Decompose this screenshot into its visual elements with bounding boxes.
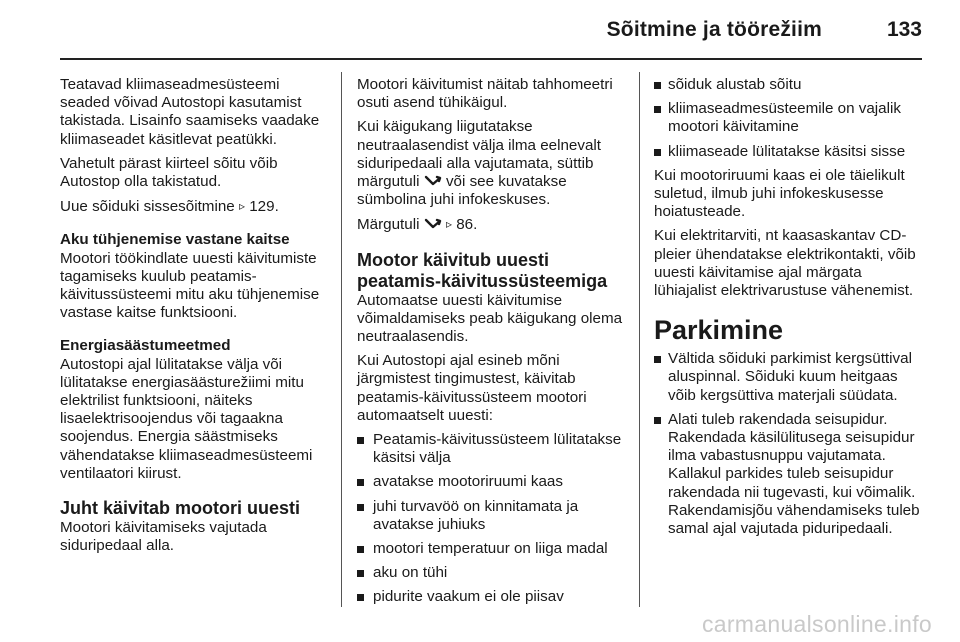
list-item: mootori temperatuur on liiga madal (357, 540, 627, 558)
reference-page[interactable]: 129. (249, 198, 279, 216)
reference-arrow-icon: ▹ (238, 199, 245, 214)
reference-text: Märgutuli (357, 216, 420, 234)
list-item: juhi turvavöö on kinnitamata ja avatakse juhiuks (357, 498, 627, 534)
heading-driver-restart: Juht käivitab mootori uuesti (60, 498, 301, 519)
list-item: Peatamis-käivitussüsteem lülitatakse käsitsi välja (357, 431, 627, 467)
reference-arrow-icon: ▹ (445, 217, 452, 232)
list-item: Vältida sõiduki parkimist kergsüttival aluspinnal. Sõiduki kuum heitgaas võib kergsüttiva materjali süüdata. (654, 350, 926, 405)
list-item: pidurite vaakum ei ole piisav (357, 588, 627, 606)
list-item: kliimaseade lülitatakse käsitsi sisse (654, 143, 926, 161)
column-3 (654, 76, 926, 544)
paragraph-reference (60, 197, 328, 216)
paragraph: Kui mootoriruumi kaas ei ole täielikult suletud, ilmub juhi infokeskusesse hoiatusteade. (654, 166, 905, 221)
list-item: Alati tuleb rakendada seisupidur. Rakendada käsilülitusega seisupidur ilma vabastusnuppu vajutamata. Kallakul parkides tuleb seisupidur rakendada nii tugevasti, kui võimalik. Rakendamisjõu vähendamiseks tuleb samal ajal vajutada piduripedaali. (654, 411, 926, 538)
heading-auto-restart: Mootor käivitub uuesti peatamis-käivitussüsteemiga (357, 249, 608, 291)
parking-list (654, 350, 926, 538)
shift-indicator-icon (424, 175, 442, 187)
paragraph-text: Kui käigukang liigutatakse neutraalasendist välja ilma eelnevalt siduripedaali alla vajutamata, süttib märgutuli (357, 118, 601, 191)
list-item: avatakse mootoriruumi kaas (357, 473, 627, 491)
paragraph: Automaatse uuesti käivitumise võimaldamiseks peab käigukang olema neutraalasendis. (357, 291, 623, 346)
column-divider-1 (341, 72, 342, 607)
paragraph: Kui elektritarviti, nt kaasaskantav CD-pleier ühendatakse elektrikontakti, võib uuesti käivitamise ajal märgata lühiajalist elektrivarustuse vähenemist. (654, 227, 916, 300)
list-item: sõiduk alustab sõitu (654, 76, 926, 94)
paragraph-text: või see kuvatakse sümbolina juhi infokeskuses. (357, 173, 567, 209)
watermark: carmanualsonline.info (701, 611, 932, 637)
paragraph: Autostopi ajal lülitatakse välja või lülitatakse energiasäästurežiimi mitu elektrilist funktsiooni, näiteks lisaelektrisoojendus või tagaakna soojendus. Energia säästmiseks vähendatakse kliimaseadmesüsteemi ventilaatori kiirust. (60, 355, 313, 482)
subheading-energy: Energiasäästumeetmed (60, 337, 231, 355)
paragraph: Vahetult pärast kiirteel sõitu võib Autostop olla takistatud. (60, 154, 278, 191)
subheading-battery: Aku tühjenemise vastane kaitse (60, 231, 290, 249)
list-item: kliimaseadmesüsteemile on vajalik mootori käivitamine (654, 100, 926, 136)
reference-page[interactable]: 86. (456, 216, 478, 234)
shift-indicator-icon (424, 218, 442, 230)
column-divider-2 (639, 72, 640, 607)
paragraph-indicator (357, 118, 627, 209)
heading-parking: Parkimine (654, 315, 784, 346)
reference-text: Uue sõiduki sissesõitmine (60, 198, 235, 216)
paragraph: Teatavad kliimaseadmesüsteemi seaded võivad Autostopi kasutamist takistada. Lisainfo saamiseks vaadake kliimaseadet käsitlevat peatükki. (60, 76, 320, 148)
paragraph: Kui Autostopi ajal esineb mõni järgmistest tingimustest, käivitab peatamis-käivitussüsteem mootori automaatselt uuesti: (357, 352, 587, 424)
restart-conditions-list-continued (654, 76, 926, 161)
column-1 (60, 76, 328, 561)
paragraph: Mootori käivitamiseks vajutada siduripedaal alla. (60, 519, 267, 555)
column-2 (357, 76, 627, 613)
page-title: Sõitmine ja töörežiim (606, 18, 822, 41)
page-number: 133 (886, 18, 922, 41)
paragraph: Mootori käivitumist näitab tahhomeetri osuti asend tühikäigul. (357, 76, 613, 112)
paragraph: Mootori töökindlate uuesti käivitumiste tagamiseks kuulub peatamis-käivitussüsteemi mitu aku tühjenemise vastase kaitse funktsiooni. (60, 249, 320, 322)
header-rule (60, 58, 922, 60)
restart-conditions-list (357, 431, 627, 607)
paragraph-reference (357, 215, 627, 234)
list-item: aku on tühi (357, 564, 627, 582)
